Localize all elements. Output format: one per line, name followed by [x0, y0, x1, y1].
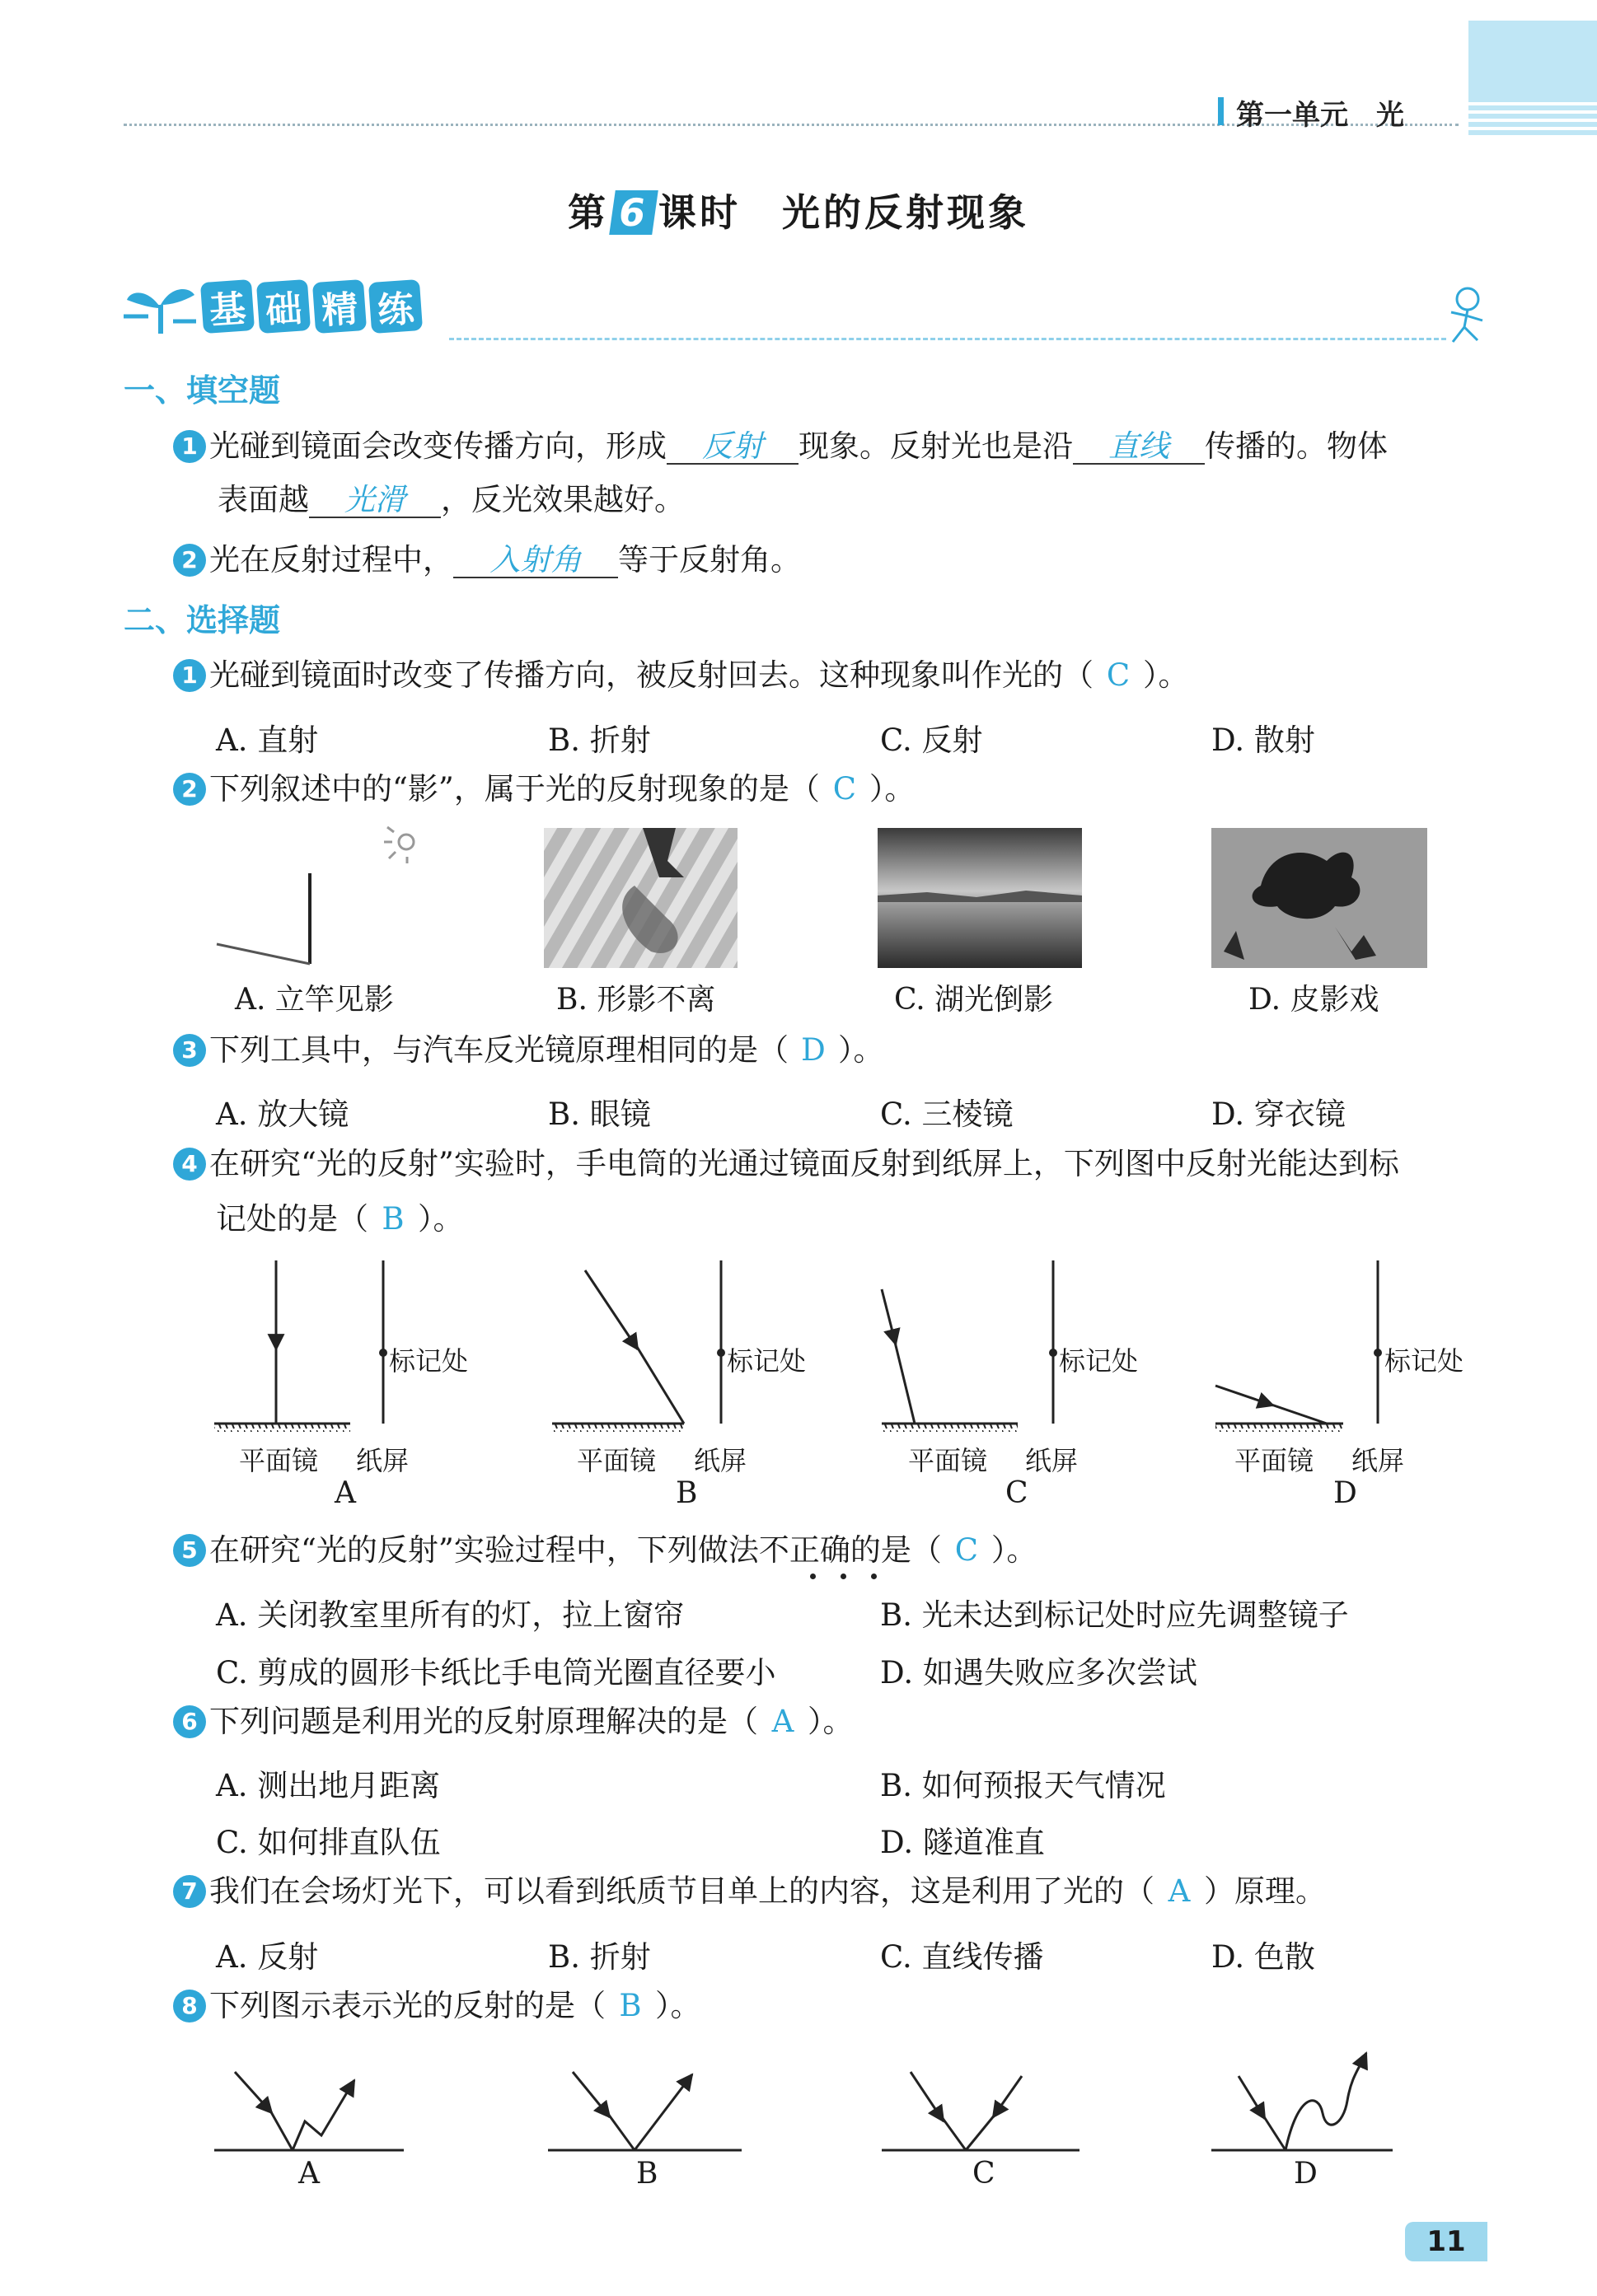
diagram-a — [214, 2072, 404, 2150]
option[interactable]: D. 穿衣镜 — [1211, 1097, 1346, 1132]
question-number: 5 — [173, 1534, 206, 1567]
emphasis-dot — [871, 1574, 877, 1579]
title-prefix: 第 — [567, 190, 609, 235]
question-text: 光碰到镜面时改变了传播方向，被反射回去。这种现象叫作光的（ — [209, 657, 1094, 693]
walking-shadow-photo — [544, 828, 738, 968]
question-number: 6 — [173, 1705, 206, 1738]
answer[interactable]: D — [801, 1032, 826, 1068]
picture-caption[interactable]: C. 湖光倒影 — [894, 983, 1054, 1017]
diagram-a — [214, 1260, 387, 1432]
mark-label: 标记处 — [1384, 1345, 1464, 1377]
section-divider — [449, 338, 1446, 340]
question-text: 在研究“光的反射”实验过程中，下列做法不正确的是（ — [209, 1532, 942, 1568]
diagram-b — [552, 1260, 725, 1432]
choice-question-1 — [173, 659, 1189, 692]
question-text: 在研究“光的反射”实验时，手电筒的光通过镜面反射到纸屏上，下列图中反射光能达到标 — [209, 1146, 1399, 1181]
choice-question-6 — [173, 1705, 854, 1738]
question-text: ）。 — [869, 771, 916, 807]
part-choice-heading: 二、选择题 — [124, 602, 281, 638]
option[interactable]: C. 剪成的圆形卡纸比手电筒光圈直径要小 — [216, 1655, 776, 1690]
question-text: 传播的。物体 — [1205, 428, 1388, 464]
option[interactable]: A. 直射 — [216, 722, 319, 758]
answer[interactable]: C — [954, 1532, 978, 1568]
question-text: 下列工具中，与汽车反光镜原理相同的是（ — [209, 1032, 789, 1068]
header-marker — [1218, 97, 1224, 125]
option[interactable]: D. 散射 — [1211, 722, 1315, 758]
mark-label: 标记处 — [389, 1345, 469, 1377]
question-text: ）。 — [1143, 657, 1189, 693]
section-char: 练 — [368, 279, 423, 334]
question-text: ）原理。 — [1204, 1873, 1326, 1909]
answer[interactable]: A — [771, 1704, 794, 1739]
option[interactable]: D. 如遇失败应多次尝试 — [880, 1655, 1197, 1690]
reflection-diagrams — [206, 2043, 1409, 2167]
fill-question-1-cont — [218, 484, 685, 518]
lesson-number-badge: 6 — [609, 190, 658, 235]
picture-caption[interactable]: B. 形影不离 — [556, 983, 716, 1017]
fill-question-1 — [173, 430, 1388, 465]
answer[interactable]: A — [1168, 1873, 1191, 1909]
question-number: 2 — [173, 773, 206, 806]
screen-label: 纸屏 — [356, 1445, 410, 1476]
question-number: 3 — [173, 1034, 206, 1067]
emphasis-dot — [841, 1574, 846, 1579]
diagram-c — [882, 2072, 1079, 2150]
question-text: 记处的是（ — [216, 1201, 368, 1237]
question-number: 1 — [173, 659, 206, 692]
question-text: 下列问题是利用光的反射原理解决的是（ — [209, 1704, 758, 1739]
option[interactable]: D. 色散 — [1211, 1939, 1315, 1975]
title-suffix: 课时 光的反射现象 — [658, 190, 1029, 235]
emphasis-dot — [810, 1574, 816, 1579]
option[interactable]: C. 三棱镜 — [880, 1097, 1014, 1132]
diagram-option[interactable]: D — [1333, 1476, 1357, 1510]
shadow-puppet-photo — [1211, 828, 1427, 968]
choice-question-4-cont — [216, 1203, 464, 1236]
diagram-option[interactable]: C — [972, 2157, 995, 2191]
answer[interactable]: C — [832, 771, 856, 807]
fill-question-2 — [173, 544, 801, 578]
question-text: 等于反射角。 — [618, 542, 801, 578]
pole-shadow-picture — [213, 824, 419, 972]
page-title — [0, 183, 1597, 237]
screen-label: 纸屏 — [1351, 1445, 1405, 1476]
choice-question-5 — [173, 1534, 1037, 1567]
diagram-option[interactable]: B — [676, 1476, 698, 1510]
header-stripes — [1468, 97, 1597, 137]
picture-caption[interactable]: D. 皮影戏 — [1248, 983, 1379, 1017]
mirror-label: 平面镜 — [577, 1445, 657, 1476]
mark-label: 标记处 — [727, 1345, 807, 1377]
choice-question-3 — [173, 1034, 884, 1067]
question-text: ）。 — [808, 1704, 854, 1739]
unit-title: 第一单元 光 — [1236, 99, 1404, 132]
answer-blank[interactable]: 入射角 — [453, 544, 618, 578]
diagram-d — [1211, 2053, 1393, 2150]
choice-question-2 — [173, 773, 915, 806]
mirror-label: 平面镜 — [239, 1445, 319, 1476]
option[interactable]: A. 测出地月距离 — [216, 1768, 441, 1803]
question-text: ）。 — [655, 1988, 701, 2023]
option[interactable]: B. 如何预报天气情况 — [880, 1768, 1166, 1803]
question-text: 光在反射过程中， — [209, 542, 453, 578]
question-text: 下列叙述中的“影”，属于光的反射现象的是（ — [209, 771, 820, 807]
diagram-option[interactable]: A — [335, 1476, 356, 1510]
answer-blank[interactable]: 反射 — [667, 430, 798, 465]
part-fill-heading: 一、填空题 — [124, 372, 281, 409]
screen-label: 纸屏 — [694, 1445, 747, 1476]
question-text: ）。 — [418, 1201, 464, 1237]
picture-caption[interactable]: A. 立竿见影 — [235, 983, 394, 1017]
mirror-label: 平面镜 — [1234, 1445, 1314, 1476]
page-number: 11 — [1405, 2222, 1487, 2261]
lake-reflection-photo — [878, 828, 1082, 968]
answer[interactable]: B — [619, 1988, 642, 2023]
diagram-option[interactable]: A — [298, 2157, 320, 2191]
diagram-option[interactable]: D — [1294, 2157, 1318, 2191]
mirror-label: 平面镜 — [908, 1445, 988, 1476]
screen-label: 纸屏 — [1025, 1445, 1079, 1476]
question-text: 我们在会场灯光下，可以看到纸质节目单上的内容，这是利用了光的（ — [209, 1873, 1154, 1909]
option[interactable]: C. 反射 — [880, 722, 983, 758]
choice-question-8 — [173, 1990, 701, 2022]
question-text: 现象。反射光也是沿 — [798, 428, 1073, 464]
question-text: 表面越 — [218, 482, 309, 517]
section-char: 础 — [256, 279, 311, 334]
option[interactable]: B. 光未达到标记处时应先调整镜子 — [880, 1597, 1349, 1633]
diagram-option[interactable]: C — [1005, 1476, 1028, 1510]
question-number: 7 — [173, 1875, 206, 1908]
option[interactable]: B. 折射 — [548, 722, 651, 758]
running-kid-icon — [1438, 284, 1496, 350]
option[interactable]: B. 眼镜 — [548, 1097, 651, 1132]
answer-blank[interactable]: 直线 — [1073, 430, 1205, 465]
question-text: ）。 — [991, 1532, 1037, 1568]
answer-blank[interactable]: 光滑 — [309, 484, 441, 518]
question-number: 4 — [173, 1148, 206, 1181]
option[interactable]: D. 隧道准直 — [880, 1825, 1045, 1860]
sprout-icon — [124, 280, 198, 338]
question-text: ，反光效果越好。 — [441, 482, 685, 517]
diagram-b — [548, 2072, 742, 2150]
option[interactable]: A. 放大镜 — [216, 1097, 349, 1132]
section-char: 基 — [200, 279, 255, 334]
diagram-option[interactable]: B — [636, 2157, 658, 2191]
option[interactable]: A. 反射 — [216, 1939, 319, 1975]
question-number: 2 — [173, 544, 206, 577]
choice-question-4 — [173, 1148, 1399, 1181]
option[interactable]: A. 关闭教室里所有的灯，拉上窗帘 — [216, 1597, 685, 1633]
answer[interactable]: C — [1106, 657, 1131, 693]
option[interactable]: C. 直线传播 — [880, 1939, 1044, 1975]
question-number: 1 — [173, 430, 206, 463]
mark-label: 标记处 — [1059, 1345, 1139, 1377]
answer[interactable]: B — [382, 1201, 405, 1237]
question-number: 8 — [173, 1990, 206, 2022]
section-char: 精 — [312, 279, 367, 334]
choice-question-7 — [173, 1875, 1326, 1908]
section-banner — [202, 275, 426, 338]
question-text: 光碰到镜面会改变传播方向，形成 — [209, 428, 667, 464]
option[interactable]: C. 如何排直队伍 — [216, 1825, 441, 1860]
option[interactable]: B. 折射 — [548, 1939, 651, 1975]
diagram-c — [882, 1260, 1057, 1432]
diagram-d — [1215, 1260, 1382, 1432]
question-text: 下列图示表示光的反射的是（ — [209, 1988, 606, 2023]
question-text: ）。 — [838, 1032, 884, 1068]
